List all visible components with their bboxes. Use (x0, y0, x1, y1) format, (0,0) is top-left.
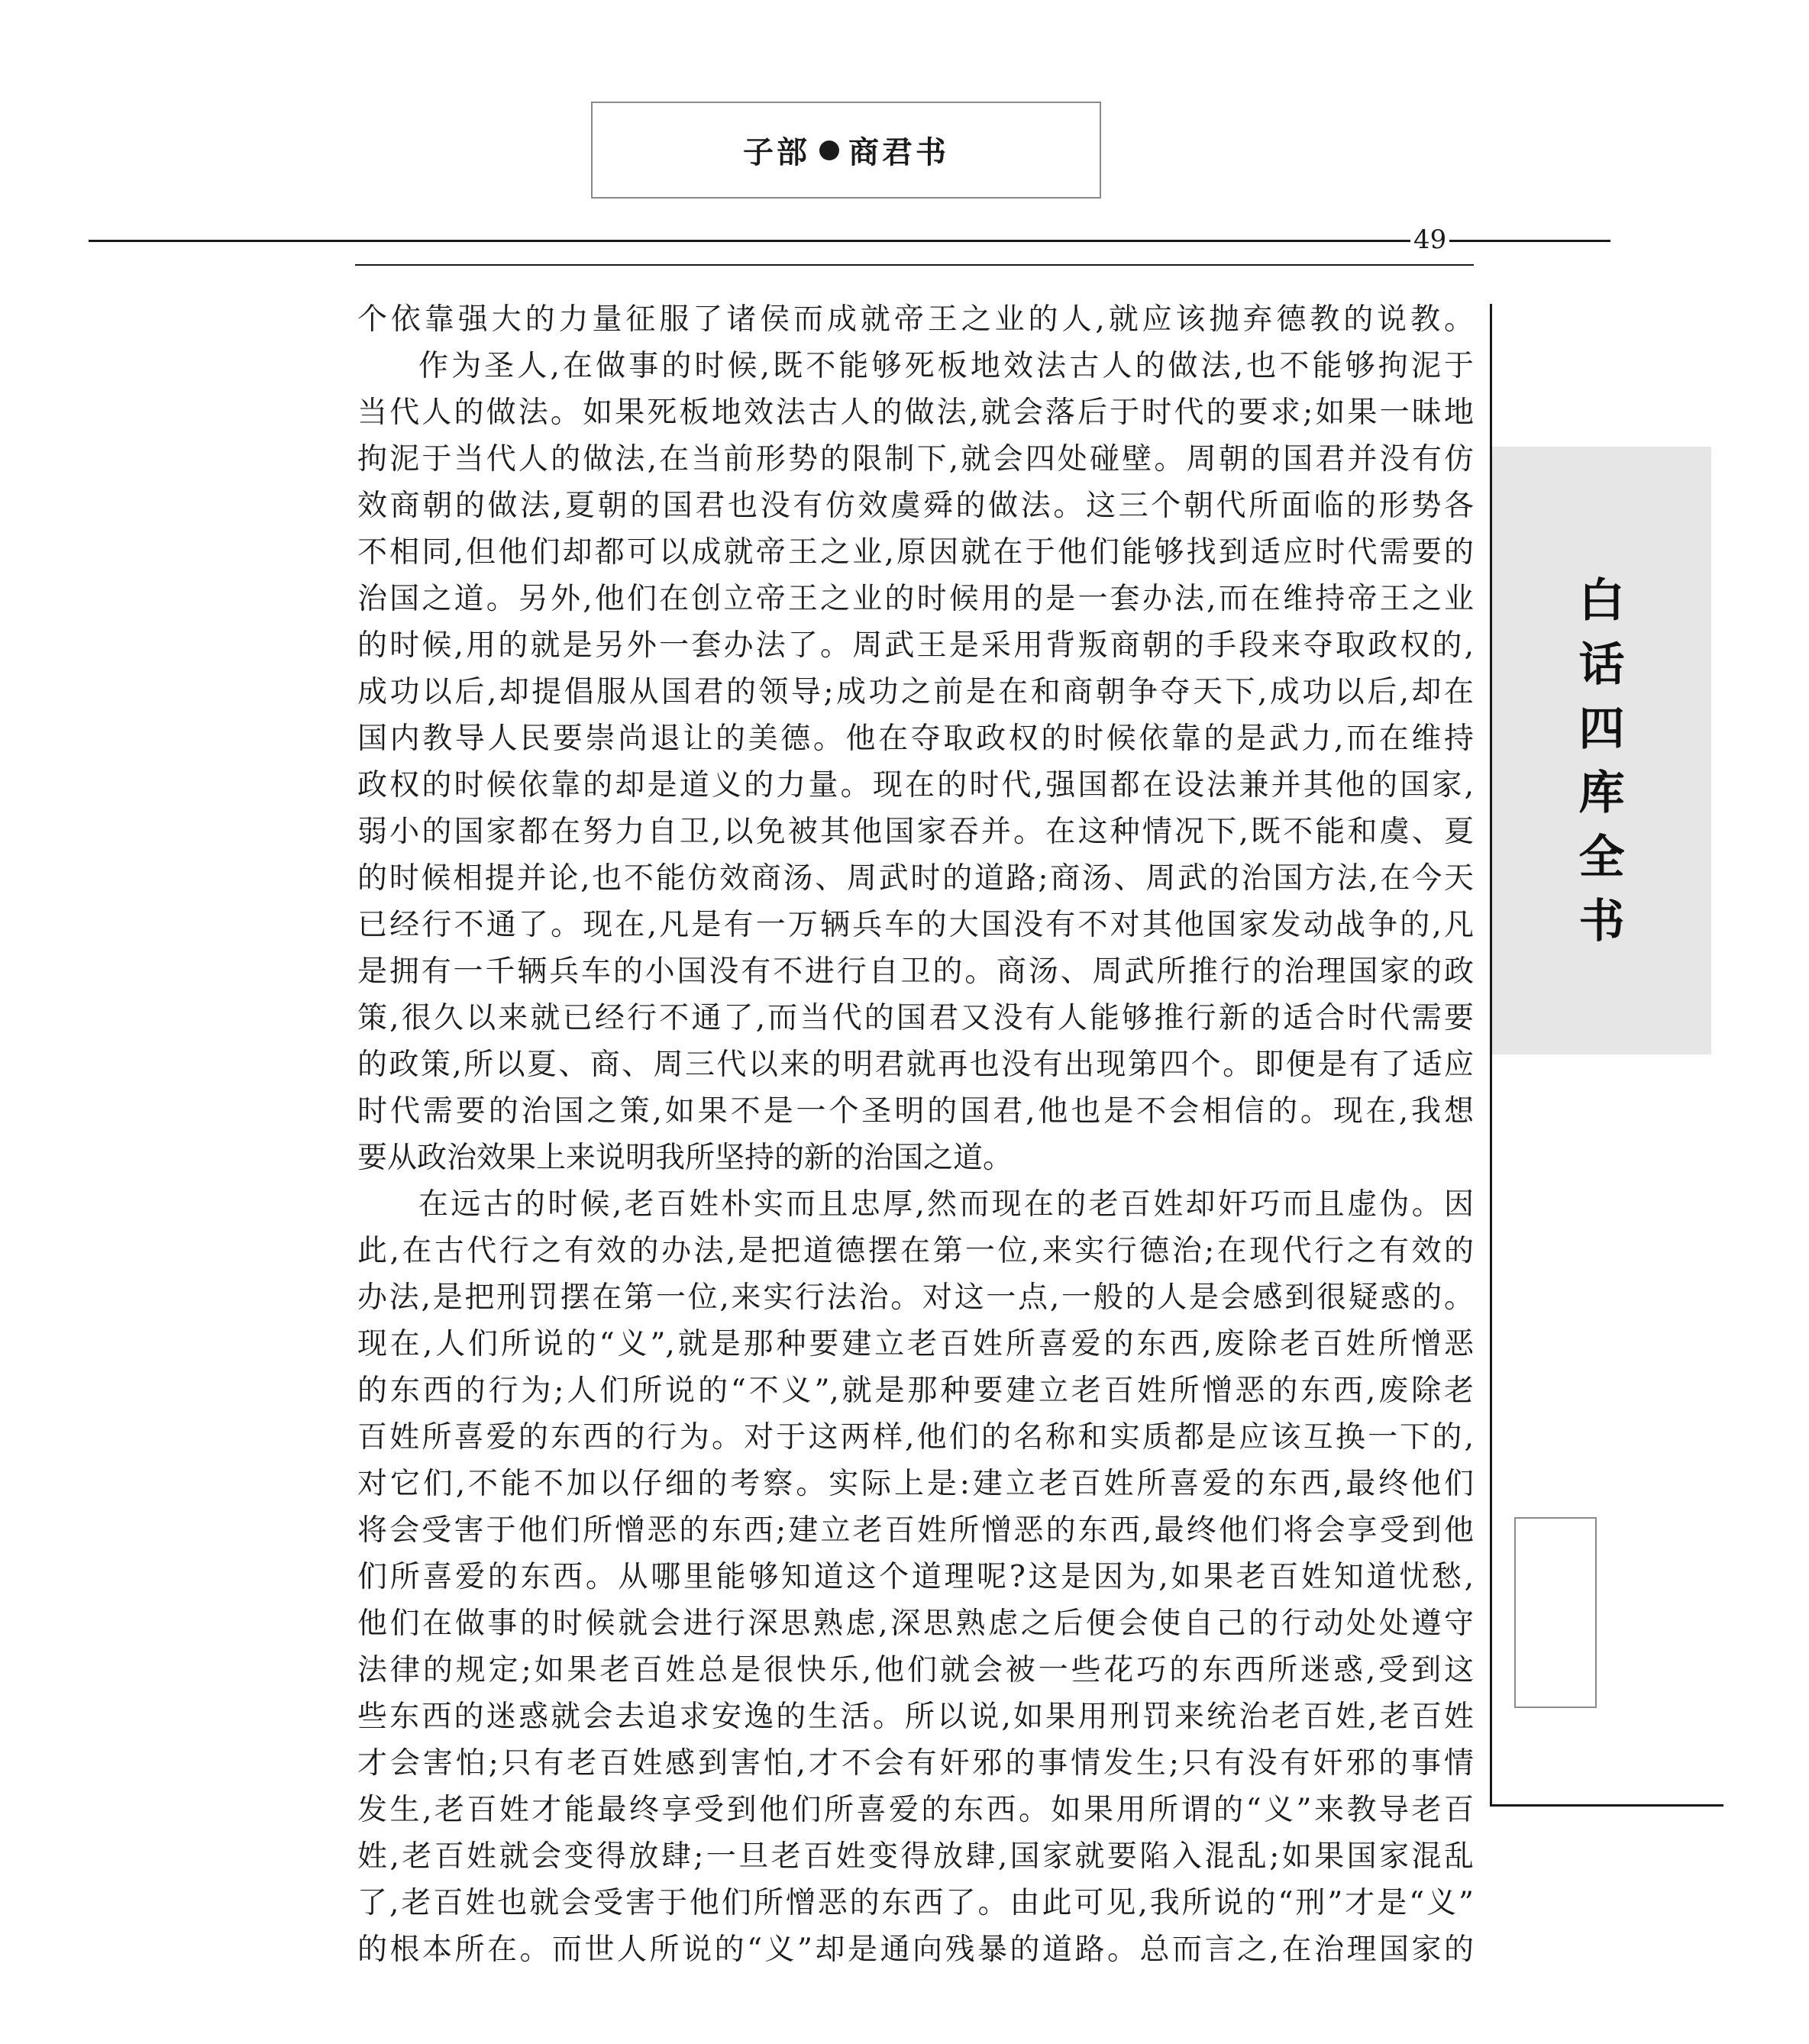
side-title-char: 话 (1578, 638, 1625, 692)
text-line: 的根本所在。而世人所说的“义”却是通向残暴的道路。总而言之,在治理国家的 (357, 1933, 1474, 1967)
text-line: 策,很久以来就已经行不通了,而当代的国君又没有人能够推行新的适合时代需要 (357, 1001, 1474, 1035)
running-header-title (743, 128, 949, 172)
text-line: 国内教导人民要崇尚退让的美德。他在夺取政权的时候依靠的是武力,而在维持 (357, 722, 1474, 756)
text-line: 他们在做事的时候就会进行深思熟虑,深思熟虑之后便会使自己的行动处处遵守 (357, 1606, 1474, 1641)
text-line: 在远古的时候,老百姓朴实而且忠厚,然而现在的老百姓却奸巧而且虚伪。因 (418, 1187, 1474, 1222)
text-line: 不相同,但他们却都可以成就帝王之业,原因就在于他们能够找到适应时代需要的 (357, 535, 1474, 570)
text-line: 已经行不通了。现在,凡是有一万辆兵车的大国没有不对其他国家发动战争的,凡 (357, 908, 1474, 942)
text-line: 弱小的国家都在努力自卫,以免被其他国家吞并。在这种情况下,既不能和虞、夏 (357, 815, 1474, 849)
running-header-box (591, 102, 1101, 199)
side-title-char: 全 (1578, 831, 1625, 884)
text-line: 的时候,用的就是另外一套办法了。周武王是采用背叛商朝的手段来夺取政权的, (357, 628, 1474, 663)
body-text (357, 296, 1474, 1973)
text-line: 要从政治效果上来说明我所坚持的新的治国之道。 (357, 1141, 1013, 1175)
text-line: 作为圣人,在做事的时候,既不能够死板地效法古人的做法,也不能够拘泥于 (418, 349, 1474, 383)
text-line: 的时候相提并论,也不能仿效商汤、周武时的道路;商汤、周武的治国方法,在今天 (357, 861, 1474, 896)
text-line: 现在,人们所说的“义”,就是那种要建立老百姓所喜爱的东西,废除老百姓所憎恶 (357, 1327, 1474, 1361)
text-line: 办法,是把刑罚摆在第一位,来实行法治。对这一点,一般的人是会感到很疑惑的。 (357, 1280, 1474, 1315)
text-line: 治国之道。另外,他们在创立帝王之业的时候用的是一套办法,而在维持帝王之业 (357, 582, 1474, 616)
text-line: 发生,老百姓才能最终享受到他们所喜爱的东西。如果用所谓的“义”来教导老百 (357, 1793, 1474, 1827)
text-line: 百姓所喜爱的东西的行为。对于这两样,他们的名称和实质都是应该互换一下的, (357, 1420, 1474, 1455)
text-line: 法律的规定;如果老百姓总是很快乐,他们就会被一些花巧的东西所迷惑,受到这 (357, 1653, 1474, 1687)
side-title-char: 库 (1578, 767, 1625, 820)
page-number: 49 (1410, 226, 1449, 253)
header-section-label: 子部 (743, 135, 810, 170)
text-line: 的东西的行为;人们所说的“不义”,就是那种要建立老百姓所憎恶的东西,废除老 (357, 1374, 1474, 1408)
text-line: 些东西的迷惑就会去追求安逸的生活。所以说,如果用刑罚来统治老百姓,老百姓 (357, 1700, 1474, 1734)
text-line: 们所喜爱的东西。从哪里能够知道这个道理呢?这是因为,如果老百姓知道忧愁, (357, 1560, 1474, 1594)
text-line: 当代人的做法。如果死板地效法古人的做法,就会落后于时代的要求;如果一昧地 (357, 396, 1474, 430)
text-line: 才会害怕;只有老百姓感到害怕,才不会有奸邪的事情发生;只有没有奸邪的事情 (357, 1746, 1474, 1781)
text-line: 时代需要的治国之策,如果不是一个圣明的国君,他也是不会相信的。现在,我想 (357, 1094, 1474, 1129)
header-book-title: 商君书 (848, 135, 949, 170)
text-line: 效商朝的做法,夏朝的国君也没有仿效虞舜的做法。这三个朝代所面临的形势各 (357, 489, 1474, 523)
side-title-char: 书 (1578, 895, 1625, 948)
side-title-char: 四 (1578, 702, 1625, 756)
text-line: 了,老百姓也就会受害于他们所憎恶的东西了。由此可见,我所说的“刑”才是“义” (357, 1886, 1474, 1920)
text-top-rule (355, 264, 1474, 266)
text-line: 的政策,所以夏、商、周三代以来的明君就再也没有出现第四个。即便是有了适应 (357, 1048, 1474, 1082)
text-line: 个依靠强大的力量征服了诸侯而成就帝王之业的人,就应该抛弃德教的说教。 (357, 302, 1474, 337)
header-rule (89, 240, 1610, 242)
text-line: 对它们,不能不加以仔细的考察。实际上是:建立老百姓所喜爱的东西,最终他们 (357, 1467, 1474, 1501)
text-line: 姓,老百姓就会变得放肆;一旦老百姓变得放肆,国家就要陷入混乱;如果国家混乱 (357, 1839, 1474, 1874)
side-bottom-rule (1490, 1804, 1723, 1807)
text-line: 拘泥于当代人的做法,在当前形势的限制下,就会四处碰壁。周朝的国君并没有仿 (357, 442, 1474, 476)
side-series-title (1572, 569, 1633, 1054)
bullet-dot-icon (819, 140, 839, 160)
text-line: 此,在古代行之有效的办法,是把道德摆在第一位,来实行德治;在现代行之有效的 (357, 1234, 1474, 1268)
side-thumb-box (1514, 1517, 1597, 1708)
side-title-char: 白 (1578, 574, 1625, 628)
text-line: 是拥有一千辆兵车的小国没有不进行自卫的。商汤、周武所推行的治理国家的政 (357, 954, 1474, 989)
side-title-panel (1492, 447, 1711, 1054)
text-line: 成功以后,却提倡服从国君的领导;成功之前是在和商朝争夺天下,成功以后,却在 (357, 675, 1474, 709)
text-line: 将会受害于他们所憎恶的东西;建立老百姓所憎恶的东西,最终他们将会享受到他 (357, 1513, 1474, 1548)
text-line: 政权的时候依靠的却是道义的力量。现在的时代,强国都在设法兼并其他的国家, (357, 768, 1474, 802)
